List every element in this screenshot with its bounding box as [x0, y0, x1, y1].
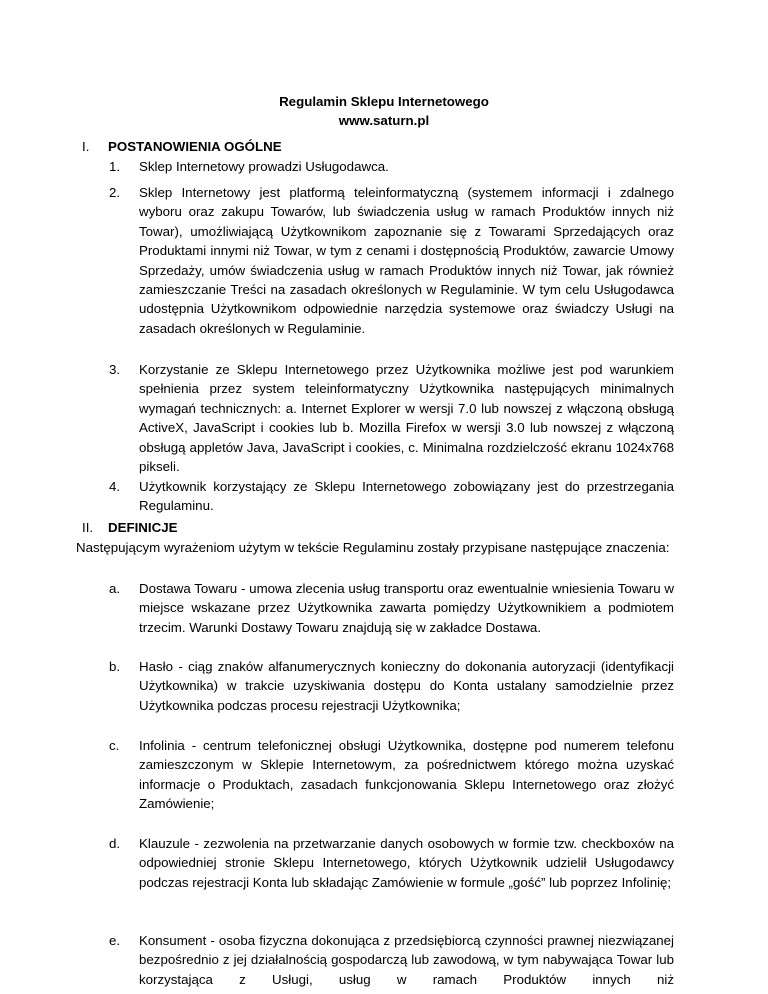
list-item-number: e. — [109, 933, 121, 948]
list-item-text: Sklep Internetowy prowadzi Usługodawca. — [139, 159, 389, 174]
list-item-number: 3. — [109, 362, 121, 377]
list-item-text: Infolinia - centrum telefonicznej obsługi Użytkownika, dostępne pod numerem telefonu zamieszczonym w Sklepie Internetowym, za pośrednictwem którego można uzyskać informacje o Produktach, zasadach funkcjonowania Sklepu Internetowego oraz złożyć Zamówienie; — [139, 738, 674, 812]
list-item-number: 1. — [109, 159, 121, 174]
list-item — [109, 579, 674, 637]
list-item — [109, 360, 674, 476]
list-item-number: b. — [109, 659, 121, 674]
definitions-intro: Następującym wyrażeniom użytym w tekście Regulaminu zostały przypisane następujące znaczenia: — [76, 540, 670, 555]
list-item — [109, 477, 674, 516]
section-title: POSTANOWIENIA OGÓLNE — [108, 139, 282, 154]
list-item-number: d. — [109, 836, 121, 851]
list-item-text: Hasło - ciąg znaków alfanumerycznych konieczny do dokonania autoryzacji (identyfikacji Użytkownika) w trakcie uzyskiwania dostępu do Konta ustalany samodzielnie przez Użytkownika podczas procesu rejestracji Użytkownika; — [139, 659, 674, 713]
list-item — [109, 834, 674, 892]
section-heading — [82, 518, 178, 537]
document-url: www.saturn.pl — [338, 113, 430, 128]
list-item-number: a. — [109, 581, 121, 596]
list-item-text: Korzystanie ze Sklepu Internetowego przez Użytkownika możliwe jest pod warunkiem spełnienia przez system teleinformatyczny Użytkownika następujących minimalnych wymagań technicznych: a. Internet Explorer w wersji 7.0 lub nowszej z włączoną obsługą ActiveX, JavaScript i cookies lub b. Mozilla Firefox w wersji 3.0 lub nowszej z włączoną obsługą appletów Java, JavaScript i cookies, c. Minimalna rozdzielczość ekranu 1024x768 pikseli. — [139, 362, 674, 475]
section-number: I. — [82, 139, 90, 154]
list-item — [109, 157, 674, 176]
section-heading — [82, 137, 282, 156]
document-title: Regulamin Sklepu Internetowego — [279, 94, 489, 109]
list-item-text: Klauzule - zezwolenia na przetwarzanie danych osobowych w formie tzw. checkboxów na odpowiedniej stronie Sklepu Internetowego, których Użytkownik udzielił Usługodawcy podczas rejestracji Konta lub składając Zamówienie w formule „gość” lub poprzez Infolinię; — [139, 836, 674, 890]
section-number: II. — [82, 520, 94, 535]
list-item-text: Użytkownik korzystający ze Sklepu Internetowego zobowiązany jest do przestrzegania Regulaminu. — [139, 479, 674, 514]
list-item-number: 2. — [109, 185, 121, 200]
list-item — [109, 736, 674, 814]
list-item-text: Sklep Internetowy jest platformą teleinformatyczną (systemem informacji i zdalnego wyboru oraz zakupu Towarów, lub świadczenia usług w ramach Produktów innych niż Towar), umożliwiającą Użytkownikom zapoznanie się z Towarami Sprzedających oraz Produktami innymi niż Towar, w tym z cenami i dostępnością Produktów, zawarcie Umowy Sprzedaży, umów świadczenia usług w ramach Produktów innych niż Towar, jak również zamieszczanie Treści na zasadach określonych w Regulaminie. W tym celu Usługodawca udostępnia Użytkownikom odpowiednie narzędzia systemowe oraz świadczy Usługi na zasadach określonych w Regulaminie. — [139, 185, 674, 336]
section-title: DEFINICJE — [108, 520, 178, 535]
list-item — [109, 657, 674, 715]
list-item — [109, 931, 674, 989]
list-item-number: 4. — [109, 479, 121, 494]
list-item — [109, 183, 674, 338]
list-item-text: Dostawa Towaru - umowa zlecenia usług transportu oraz ewentualnie wniesienia Towaru w miejsce wskazane przez Użytkownika zawarta pomiędzy Użytkownikiem a podmiotem trzecim. Warunki Dostawy Towaru znajdują się w zakładce Dostawa. — [139, 581, 674, 635]
list-item-text: Konsument - osoba fizyczna dokonująca z przedsiębiorcą czynności prawnej niezwiązanej bezpośrednio z jej działalnością gospodarczą lub zawodową, w tym nabywająca Towar lub korzystająca z Usługi, usług w ramach Produktów innych niż — [139, 933, 674, 987]
list-item-number: c. — [109, 738, 120, 753]
